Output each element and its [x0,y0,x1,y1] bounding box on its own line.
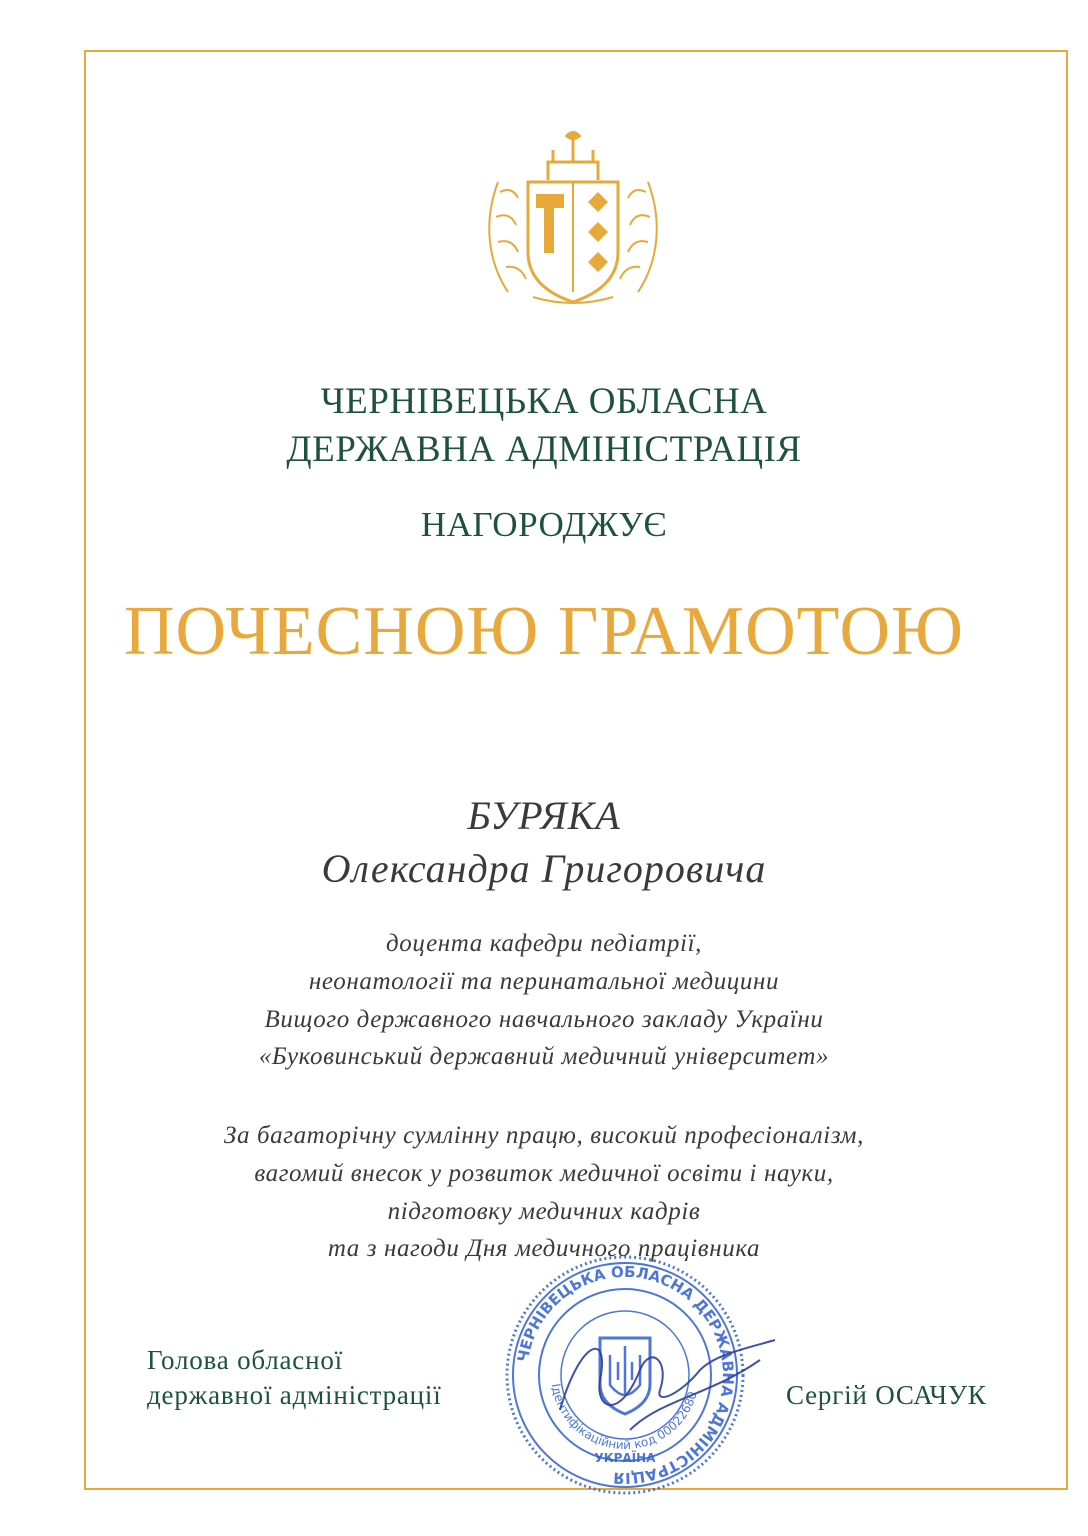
stamp-inner-text: Ідентифікаційний код 00022680 [548,1382,700,1453]
position-line: Вищого державного навчального закладу України [264,1006,824,1033]
stamp-country: УКРАЇНА [594,1451,656,1465]
recipient-surname: БУРЯКА [467,793,621,838]
reason-line: та з нагоди Дня медичного працівника [327,1235,761,1262]
reason-line: За багаторічну сумлінну працю, високий професіоналізм, [224,1122,864,1149]
recipient-given-name: Олександра Григоровича [321,846,767,891]
signatory-title-line-1: Голова обласної [147,1345,343,1375]
position-line: «Буковинський державний медичний університет» [258,1043,830,1070]
certificate-title: ПОЧЕСНОЮ ГРАМОТОЮ [124,593,964,670]
stamp-outer-text: ЧЕРНІВЕЦЬКА ОБЛАСНА ДЕРЖАВНА АДМІНІСТРАЦІЯ [513,1262,738,1488]
reason-line: підготовку медичних кадрів [387,1198,701,1225]
organization-line-1: ЧЕРНІВЕЦЬКА ОБЛАСНА [320,381,768,422]
position-line: доцента кафедри педіатрії, [386,930,702,957]
position-line: неонатології та перинатальної медицини [308,968,780,995]
signatory-title-line-2: державної адміністрації [147,1380,442,1410]
awards-label: НАГОРОДЖУЄ [420,505,668,544]
organization-line-2: ДЕРЖАВНА АДМІНІСТРАЦІЯ [286,429,802,470]
reason-line: вагомий внесок у розвиток медичної освіти і науки, [254,1160,834,1187]
handwritten-signature [540,1300,780,1453]
chernivtsi-coat-of-arms-icon [478,122,668,312]
signatory-name: Сергій ОСАЧУК [786,1380,987,1410]
